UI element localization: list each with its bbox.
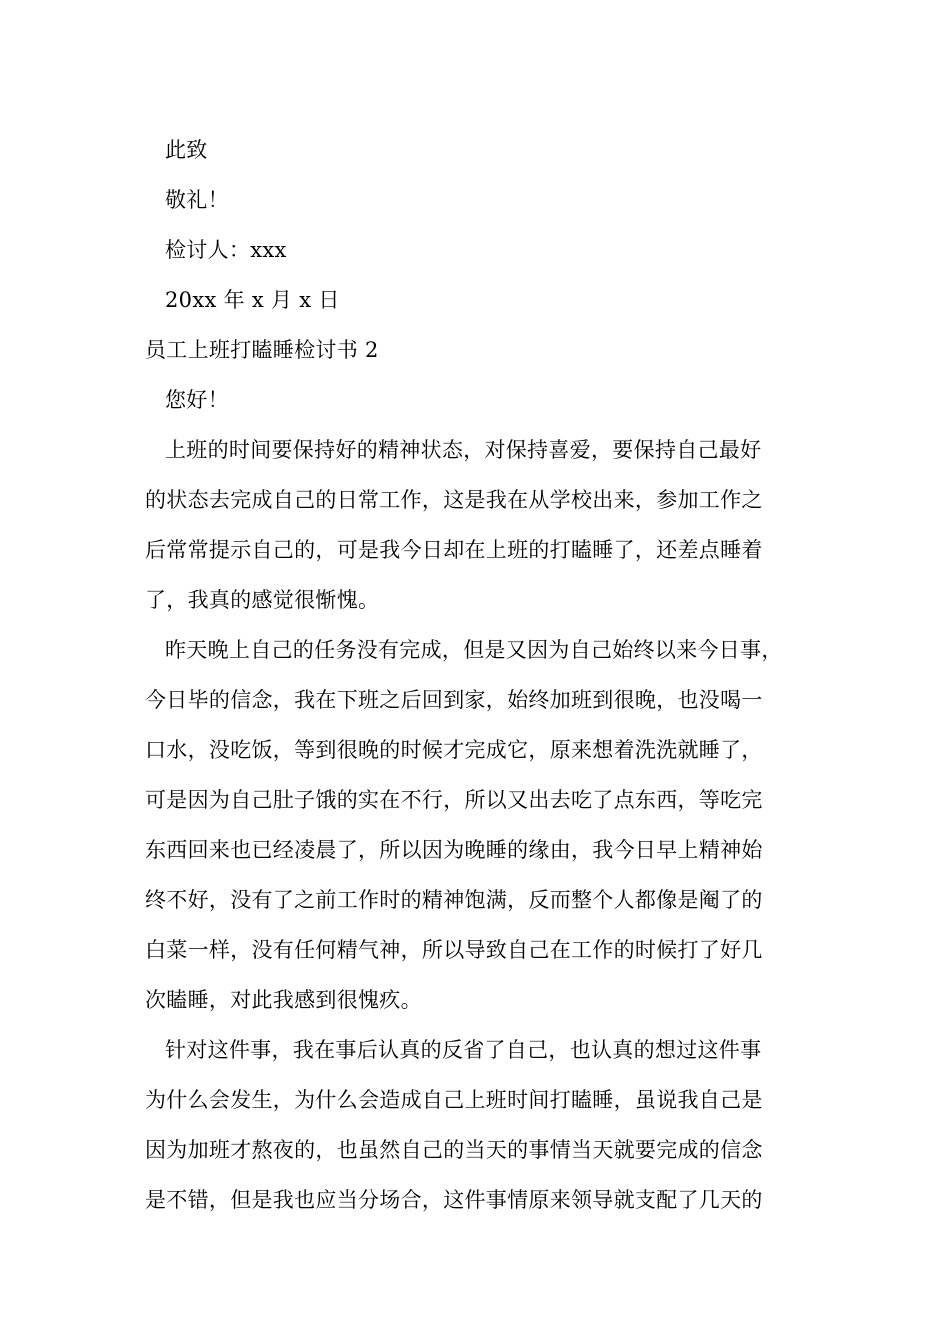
paragraph-line: 后常常提示自己的，可是我今日却在上班的打瞌睡了，还差点睡着 — [145, 538, 763, 562]
greeting: 您好！ — [165, 388, 229, 412]
paragraph-line: 是不错，但是我也应当分场合，这件事情原来领导就支配了几天的 — [145, 1188, 763, 1212]
signer-line: 检讨人：xxx — [165, 238, 287, 262]
paragraph-line: 上班的时间要保持好的精神状态，对保持喜爱，要保持自己最好 — [165, 438, 762, 462]
paragraph-line: 的状态去完成自己的日常工作，这是我在从学校出来，参加工作之 — [145, 488, 763, 512]
closing-regards: 敬礼！ — [165, 188, 229, 212]
paragraph-line: 东西回来也已经凌晨了，所以因为晚睡的缘由，我今日早上精神始 — [145, 838, 763, 862]
paragraph-line: 次瞌睡，对此我感到很愧疚。 — [145, 988, 422, 1012]
paragraph-line: 可是因为自己肚子饿的实在不行，所以又出去吃了点东西，等吃完 — [145, 788, 763, 812]
paragraph-line: 终不好，没有了之前工作时的精神饱满，反而整个人都像是阉了的 — [145, 888, 763, 912]
paragraph-line: 针对这件事，我在事后认真的反省了自己，也认真的想过这件事 — [165, 1038, 762, 1062]
paragraph-line: 了，我真的感觉很惭愧。 — [145, 588, 380, 612]
paragraph-line: 口水，没吃饭，等到很晚的时候才完成它，原来想着洗洗就睡了， — [145, 738, 763, 762]
closing-salutation: 此致 — [165, 138, 208, 162]
paragraph-line: 昨天晚上自己的任务没有完成，但是又因为自己始终以来今日事， — [165, 638, 783, 662]
paragraph-line: 今日毕的信念，我在下班之后回到家，始终加班到很晚，也没喝一 — [145, 688, 763, 712]
date-line: 20xx 年 x 月 x 日 — [165, 288, 340, 312]
paragraph-line: 因为加班才熬夜的，也虽然自己的当天的事情当天就要完成的信念 — [145, 1138, 763, 1162]
paragraph-line: 白菜一样，没有任何精气神，所以导致自己在工作的时候打了好几 — [145, 938, 763, 962]
section-title: 员工上班打瞌睡检讨书 2 — [145, 338, 379, 362]
paragraph-line: 为什么会发生，为什么会造成自己上班时间打瞌睡，虽说我自己是 — [145, 1088, 763, 1112]
